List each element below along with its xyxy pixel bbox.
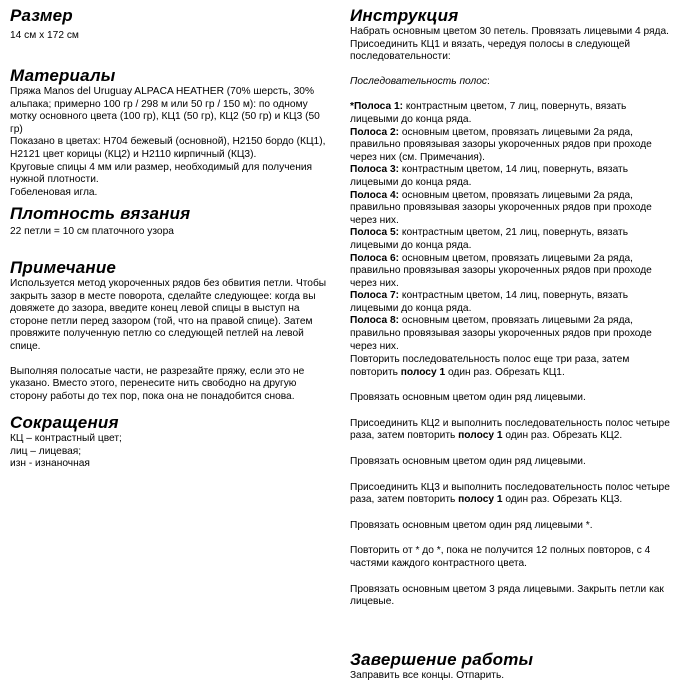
finishing-text: Заправить все концы. Отпарить. [350,670,505,681]
instructions-section [350,6,675,353]
kc2-pre: Присоединить КЦ2 и выполнить последовательность полос четыре раза, затем повторить [350,417,670,442]
note-paragraph: Выполняя полосатые части, не разрезайте пряжу, если это не указано. Вместо этого, перенесите нить свободно на другую сторону работы до тех пор, пока она не понадобится снова. [10,365,305,402]
stripe-label: Полоса 8: [350,315,400,327]
stripe-item [350,315,675,353]
repeat-bold: полосу 1 [400,366,446,378]
stripe-item [350,227,675,252]
repeat-all-paragraph: Повторить от * до *, пока не получится 12 полных повторов, с 4 частями каждого контрастного цвета. [350,545,651,569]
row-paragraph: Провязать основным цветом один ряд лицевыми *. [350,519,593,531]
size-section [10,6,332,43]
note-paragraph: Используется метод укороченных рядов без обвития петли. Чтобы закрыть зазор в месте поворота, сделайте следующее: когда вы довяжете до зазора, введите конец левой спицы в выступ на стороне петли перед зазором (той, что на правой спице). Затем провяжите полученную петлю со следующей петлей на левой спице. [10,278,327,352]
stripe-text: основным цветом, провязать лицевыми 2а ряда, правильно провязывая зазоры укороченных рядов при проходе через них (см. Примечания). [350,126,652,163]
stripe-text: основным цветом, провязать лицевыми 2а ряда, правильно провязывая зазоры укороченных рядов при проходе через них. [350,189,652,226]
instructions-intro: Набрать основным цветом 30 петель. Провязать лицевыми 4 ряда. Присоединить КЦ1 и вязать, чередуя полосы в следующей последовательности: [350,26,669,63]
stripe-item [350,164,675,189]
kc3-pre: Присоединить КЦ3 и выполнить последовательность полос четыре раза, затем повторить [350,481,670,506]
materials-section [10,66,332,199]
kc2-paragraph [350,418,675,443]
stripe-item [350,253,675,291]
stripe-label: Полоса 4: [350,189,400,201]
stripe-label: Полоса 3: [350,164,400,176]
stripe-text: контрастным цветом, 21 лиц, повернуть, вязать лицевыми до конца ряда. [350,227,628,251]
size-heading: Размер [10,6,73,25]
stripe-label: Полоса 2: [350,126,400,138]
materials-line: Пряжа Manos del Uruguay ALPACA HEATHER (70% шерсть, 30% альпака; примерно 100 гр / 298 м или 50 гр / 150 м): по одному мотку основного цвета (100 гр), КЦ1 (50 гр), КЦ2 (50 гр) и КЦ3 (50 гр) [10,86,320,135]
note-section [10,258,332,403]
stripe-item [350,290,675,315]
finishing-heading: Завершение работы [350,650,534,669]
kc3-bold: полосу 1 [458,494,503,506]
stripe-text: контрастным цветом, 14 лиц, повернуть, вязать лицевыми до конца ряда. [350,290,628,314]
gauge-section [10,204,332,239]
kc3-post: один раз. Обрезать КЦ3. [502,494,623,506]
repeat-paragraph [350,354,675,379]
stripe-text: основным цветом, провязать лицевыми 2а ряда, правильно провязывая зазоры укороченных рядов при проходе через них. [350,252,652,289]
repeat-pre: Повторить последовательность полос еще три раза, затем повторить [350,354,630,378]
stripe-item [350,127,675,165]
abbreviations-heading: Сокращения [10,413,119,432]
stripe-label: *Полоса 1: [350,101,404,113]
kc3-paragraph [350,482,675,507]
stripe-list [350,101,675,353]
stripe-text: основным цветом, провязать лицевыми 2а ряда, правильно провязывая зазоры укороченных рядов при проходе через них. [350,315,652,352]
abbreviation-line: изн - изнаночная [10,458,90,470]
materials-heading: Материалы [10,66,116,85]
kc2-post: один раз. Обрезать КЦ2. [502,430,623,442]
gauge-heading: Плотность вязания [10,204,191,223]
size-text: 14 см x 172 см [10,30,79,41]
row-paragraph: Провязать основным цветом один ряд лицевыми. [350,455,586,467]
sequence-label: Последовательность полос [350,75,488,87]
stripe-text: контрастным цветом, 14 лиц, повернуть, вязать лицевыми до конца ряда. [350,164,628,188]
instructions-heading: Инструкция [350,6,459,25]
stripe-label: Полоса 7: [350,290,400,302]
stripe-text: контрастным цветом, 7 лиц, повернуть, вязать лицевыми до конца ряда. [350,101,627,125]
finish-rows-paragraph: Провязать основным цветом 3 ряда лицевыми. Закрыть петли как лицевые. [350,583,664,608]
sequence-label-line: Последовательность полос: [350,75,490,87]
materials-line: Гобеленовая игла. [10,186,98,198]
abbreviation-line: лиц – лицевая; [10,445,82,457]
kc2-bold: полосу 1 [458,430,503,442]
stripe-label: Полоса 6: [350,252,400,264]
stripe-label: Полоса 5: [350,227,400,239]
gauge-text: 22 петли = 10 см платочного узора [10,226,174,237]
stripe-item [350,190,675,228]
abbreviation-line: КЦ – контрастный цвет; [10,433,122,444]
instructions-continued [350,354,675,609]
abbreviations-section [10,413,332,471]
finishing-section [350,650,675,683]
stripe-item [350,101,675,126]
materials-line: Показано в цветах: H704 бежевый (основной), H2150 бордо (КЦ1), H2121 цвет корицы (КЦ2) и H2110 кирпичный (КЦ3). [10,136,326,160]
row-paragraph: Провязать основным цветом один ряд лицевыми. [350,392,586,404]
materials-line: Круговые спицы 4 мм или размер, необходимый для получения нужной плотности. [10,161,313,186]
repeat-post: один раз. Обрезать КЦ1. [445,366,565,378]
note-heading: Примечание [10,258,117,277]
